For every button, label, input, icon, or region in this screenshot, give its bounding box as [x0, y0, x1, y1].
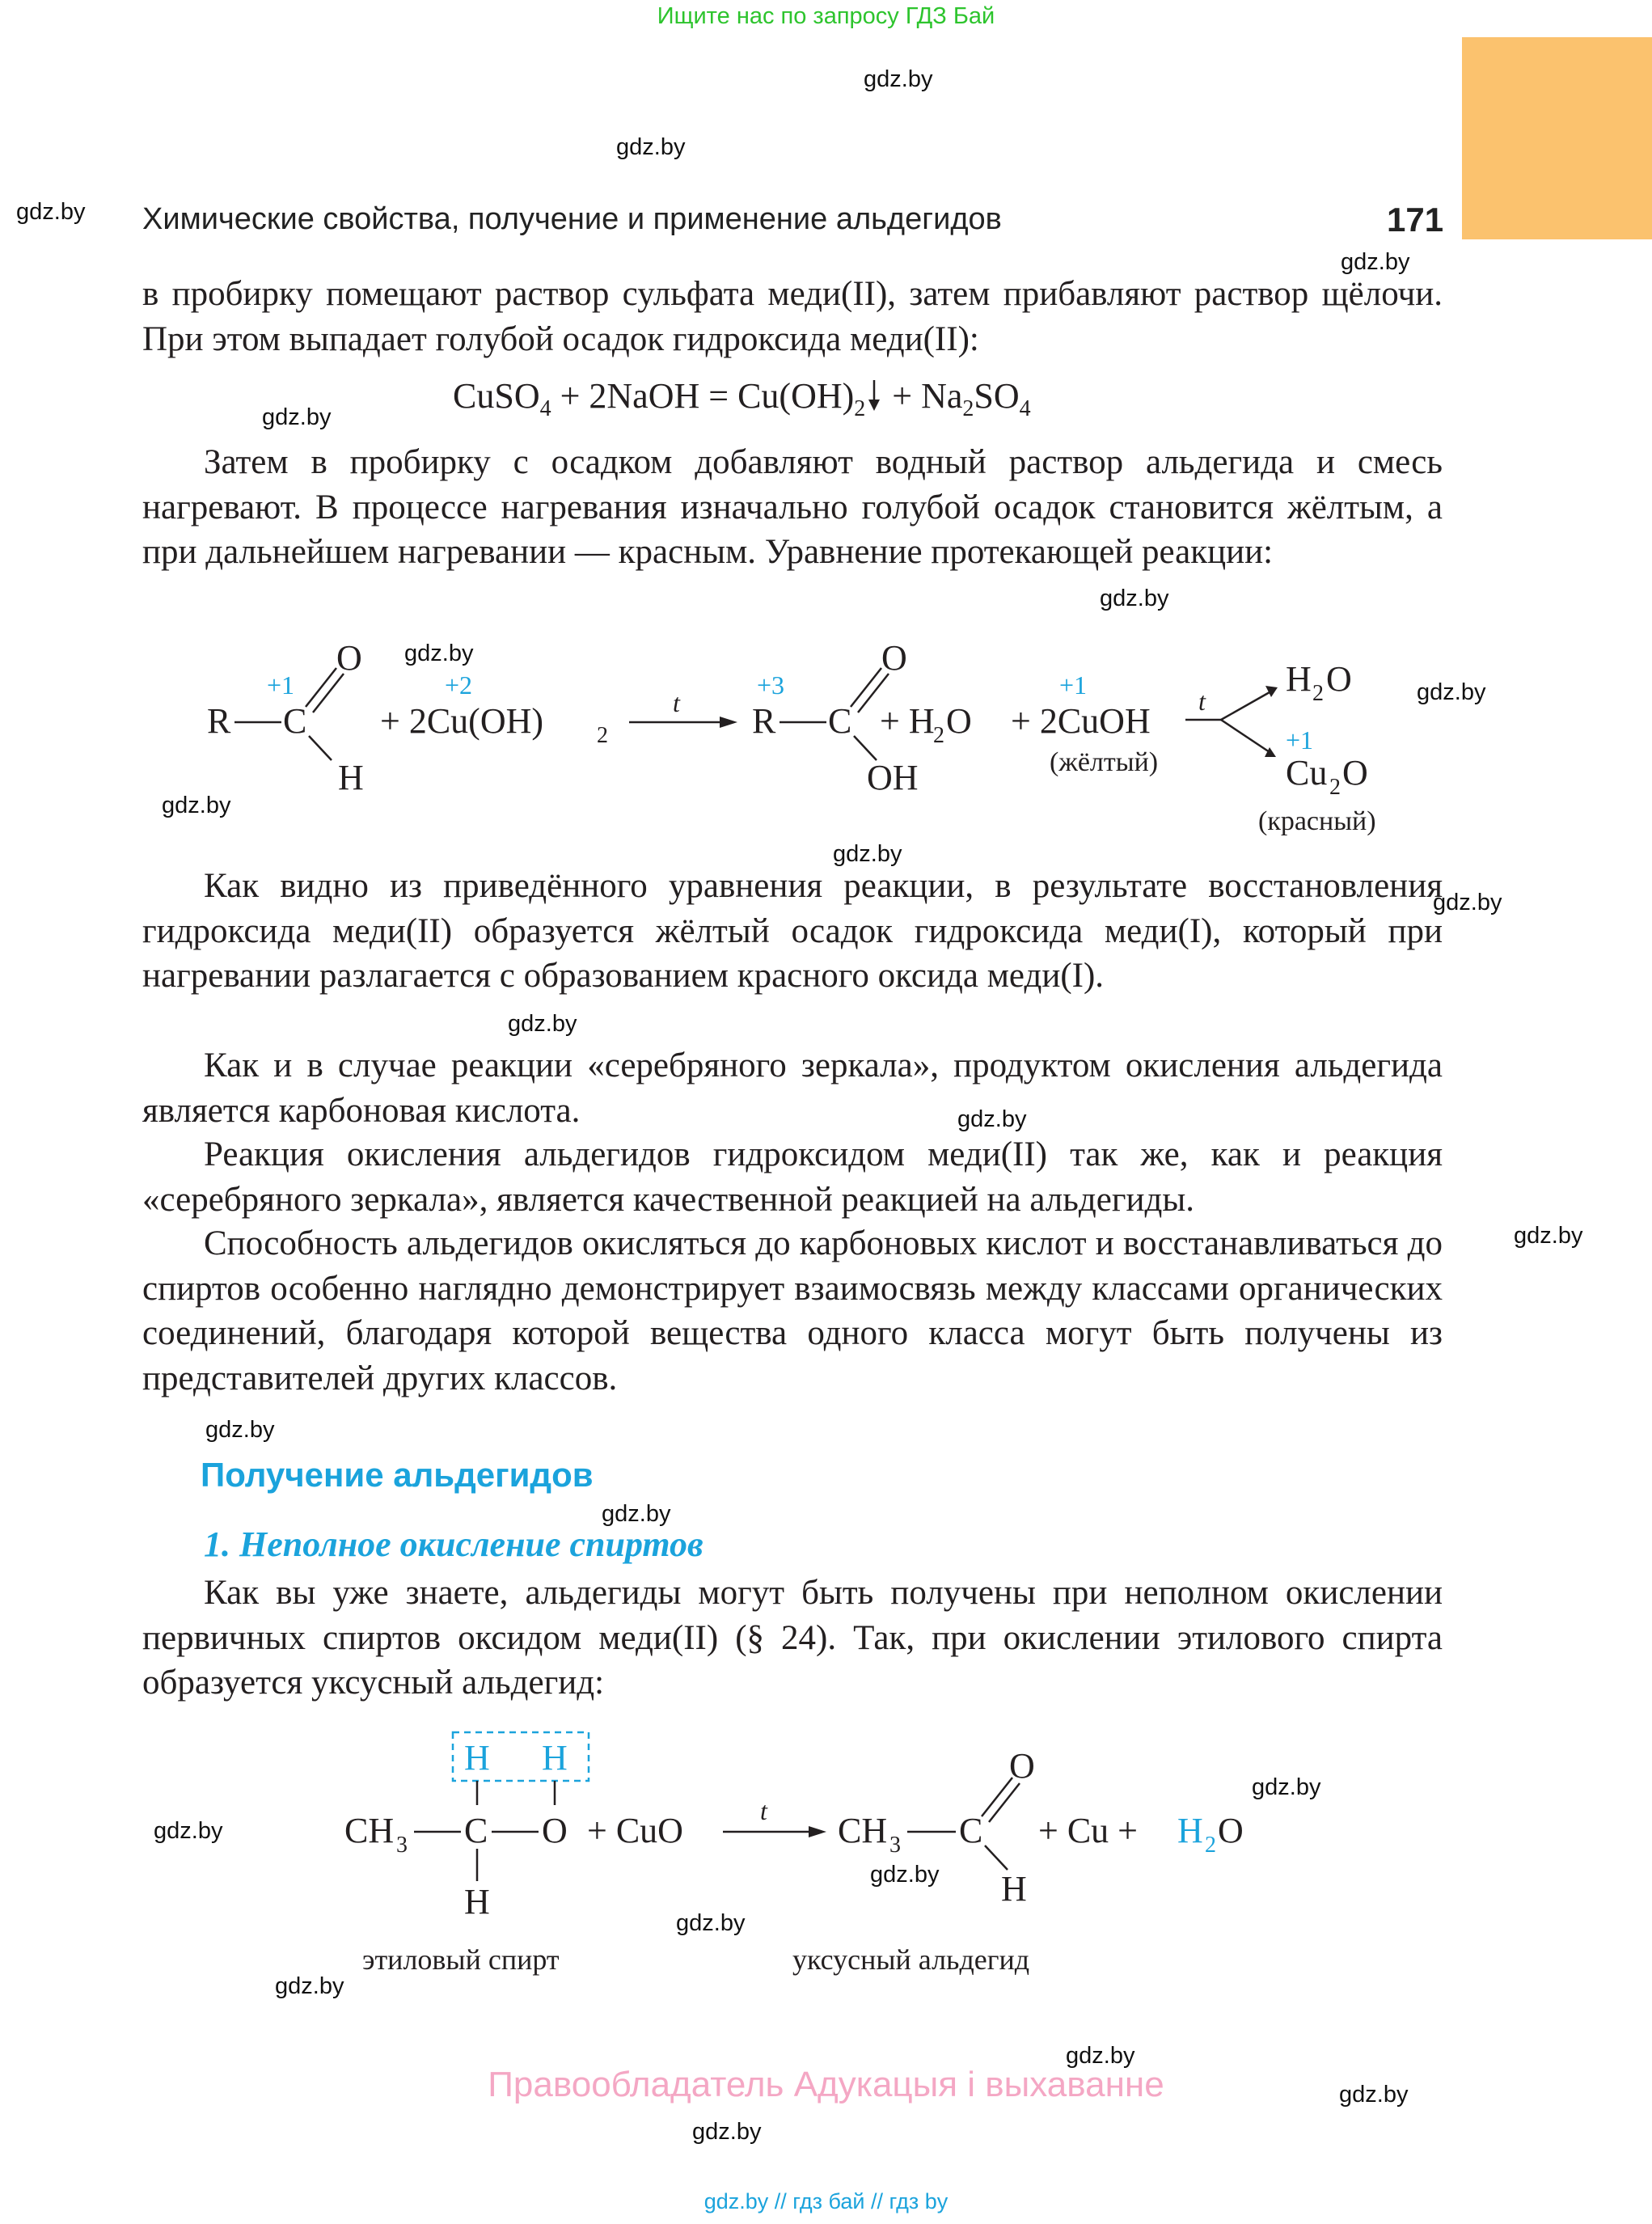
watermark: gdz.by — [205, 1417, 275, 1443]
ox-state-plus3: +3 — [757, 670, 785, 700]
water-h: H — [1177, 1811, 1203, 1850]
ethanol-carbon: C — [464, 1811, 488, 1850]
section-heading: Получение альдегидов — [201, 1456, 594, 1494]
eq1-sub2: 2 — [854, 395, 866, 421]
carbon-2: C — [828, 701, 852, 741]
eq1-na: + Na — [883, 376, 963, 416]
reaction-products — [873, 639, 1423, 857]
oxygen-2: O — [881, 639, 907, 678]
oxygen: O — [336, 639, 362, 678]
hydroxyl: OH — [867, 758, 919, 797]
page-number: 171 — [1387, 201, 1444, 239]
running-header-title: Химические свойства, получение и применение альдегидов — [142, 202, 1002, 236]
h2o-o: O — [946, 701, 972, 741]
acetaldehyde-ch: CH — [838, 1811, 888, 1850]
cu2o-cu: Cu — [1286, 753, 1328, 793]
ox-state-cu-plus1: +1 — [1059, 670, 1088, 700]
acetaldehyde-sub: 3 — [889, 1833, 901, 1858]
ox-state-plus2: +2 — [445, 670, 473, 700]
acetaldehyde-oxygen: O — [1009, 1746, 1035, 1786]
cu2o-sub: 2 — [1329, 775, 1341, 800]
paragraph-5: Реакция окисления альдегидов гидроксидом меди(II) так же, как и реакция «серебряного зеркала», является качественной реакцией на альдегиды. — [142, 1135, 1443, 1219]
eq1-sub4: 4 — [539, 395, 551, 421]
cu2o-o: O — [1342, 753, 1368, 793]
watermark: gdz.by — [16, 199, 86, 225]
red-label: (красный) — [1258, 806, 1376, 836]
watermark: gdz.by — [1252, 1774, 1321, 1800]
watermark: gdz.by — [508, 1011, 577, 1037]
ethanol-hydrogen: H — [464, 1882, 490, 1922]
watermark: gdz.by — [162, 793, 231, 818]
equation-cuso4-naoh — [453, 375, 1031, 422]
eq1-na-sub: 2 — [962, 395, 974, 421]
watermark: gdz.by — [616, 134, 686, 160]
h2o-h: H — [1286, 659, 1312, 699]
paragraph-6: Способность альдегидов окисляться до карбоновых кислот и восстанавливаться до спиртов особенно наглядно демонстрирует взаимосвязь между классами органических соединений, благодаря которой вещества одного класса могут быть получены из представителей других классов. — [142, 1224, 1443, 1397]
watermark: gdz.by — [275, 1973, 344, 1999]
watermark: gdz.by — [1339, 2082, 1409, 2108]
h2o-h-sub: 2 — [1312, 681, 1324, 706]
watermark: gdz.by — [833, 841, 902, 867]
watermark: gdz.by — [1433, 890, 1502, 915]
heat-label: t — [673, 688, 680, 717]
acetaldehyde-carbon: C — [959, 1811, 983, 1850]
paragraph-4: Как и в случае реакции «серебряного зеркала», продуктом окисления альдегида является карбоновая кислота. — [142, 1046, 1443, 1130]
heat-label-3: t — [760, 1796, 767, 1825]
watermark: gdz.by — [1341, 249, 1410, 275]
plus-2cu-oh2: + 2Cu(OH) — [380, 701, 544, 741]
plus-2cuoh: + 2CuOH — [1011, 701, 1151, 741]
paragraph-2: Затем в пробирку с осадком добавляют водный раствор альдегида и смесь нагревают. В процессе нагревания изначально голубой осадок становится жёлтым, а при дальнейшем нагревании — красным. Уравнение протекающей реакции: — [142, 443, 1443, 571]
watermark: gdz.by — [864, 66, 933, 92]
ethanol-oxygen: O — [542, 1811, 568, 1850]
plus-h: + H — [880, 701, 935, 741]
acetaldehyde-hydrogen: H — [1001, 1869, 1027, 1909]
bottom-links[interactable]: gdz.by // гдз бай // гдз by — [703, 2189, 949, 2213]
ox-state-cu2o-plus1: +1 — [1286, 725, 1314, 755]
top-search-link[interactable]: Ищите нас по запросу ГДЗ Бай — [657, 3, 995, 29]
watermark: gdz.by — [154, 1818, 223, 1844]
paragraph-3: Как видно из приведённого уравнения реакции, в результате восстановления гидроксида меди(II) образуется жёлтый осадок гидроксида меди(I), который при нагревании разлагается с образованием красного оксида меди(I). — [142, 867, 1443, 995]
eq1-so: SO — [974, 376, 1020, 416]
watermark: gdz.by — [404, 641, 474, 666]
precipitate-arrow-icon — [865, 377, 883, 421]
watermark: gdz.by — [1514, 1223, 1583, 1249]
h2o-sub: 2 — [933, 723, 944, 748]
paragraph-1: в пробирку помещают раствор сульфата меди(II), затем прибавляют раствор щёлочи. При этом выпадает голубой осадок гидроксида меди(II): — [142, 275, 1443, 358]
eq1-cuso: CuSO — [453, 376, 540, 416]
highlight-h-1: H — [464, 1738, 490, 1778]
watermark: gdz.by — [602, 1501, 671, 1527]
watermark: gdz.by — [1100, 586, 1169, 611]
ch3-ch: CH — [344, 1811, 395, 1850]
copyright-note: Правообладатель Адукацыя і выхаванне — [488, 2065, 1164, 2104]
ch3-sub: 3 — [396, 1833, 408, 1858]
page-corner-tab — [1462, 37, 1652, 239]
eq1-naoh: + 2NaOH = Cu(OH) — [551, 376, 855, 416]
eq1-so-sub: 4 — [1019, 395, 1031, 421]
sub-2: 2 — [597, 723, 608, 748]
ethanol-caption: этиловый спирт — [362, 1943, 560, 1976]
plus-cuo: + CuO — [587, 1811, 683, 1850]
watermark: gdz.by — [870, 1862, 940, 1888]
carbon: C — [283, 701, 307, 741]
plus-cu: + Cu + — [1038, 1811, 1138, 1850]
watermark: gdz.by — [676, 1910, 746, 1936]
watermark: gdz.by — [1417, 679, 1486, 705]
watermark: gdz.by — [957, 1106, 1027, 1132]
watermark: gdz.by — [692, 2119, 762, 2145]
reaction-ethanol-oxidation — [323, 1723, 1375, 1981]
ox-state-plus1: +1 — [267, 670, 295, 700]
h2o-o-2: O — [1326, 659, 1352, 699]
r-group-2: R — [752, 701, 776, 741]
hydrogen: H — [338, 758, 364, 797]
water-sub: 2 — [1205, 1833, 1216, 1858]
water-o: O — [1218, 1811, 1244, 1850]
watermark: gdz.by — [1066, 2043, 1135, 2069]
highlight-h-2: H — [542, 1738, 568, 1778]
watermark: gdz.by — [262, 404, 332, 430]
subsection-heading: 1. Неполное окисление спиртов — [204, 1524, 703, 1564]
heat-label-2: t — [1198, 687, 1206, 716]
yellow-label: (жёлтый) — [1050, 747, 1159, 777]
r-group: R — [207, 701, 231, 741]
paragraph-7: Как вы уже знаете, альдегиды могут быть получены при неполном окислении первичных спиртов оксидом меди(II) (§ 24). Так, при окислении этилового спирта образуется уксусный альдегид: — [142, 1574, 1443, 1702]
acetaldehyde-caption: уксусный альдегид — [792, 1943, 1030, 1976]
